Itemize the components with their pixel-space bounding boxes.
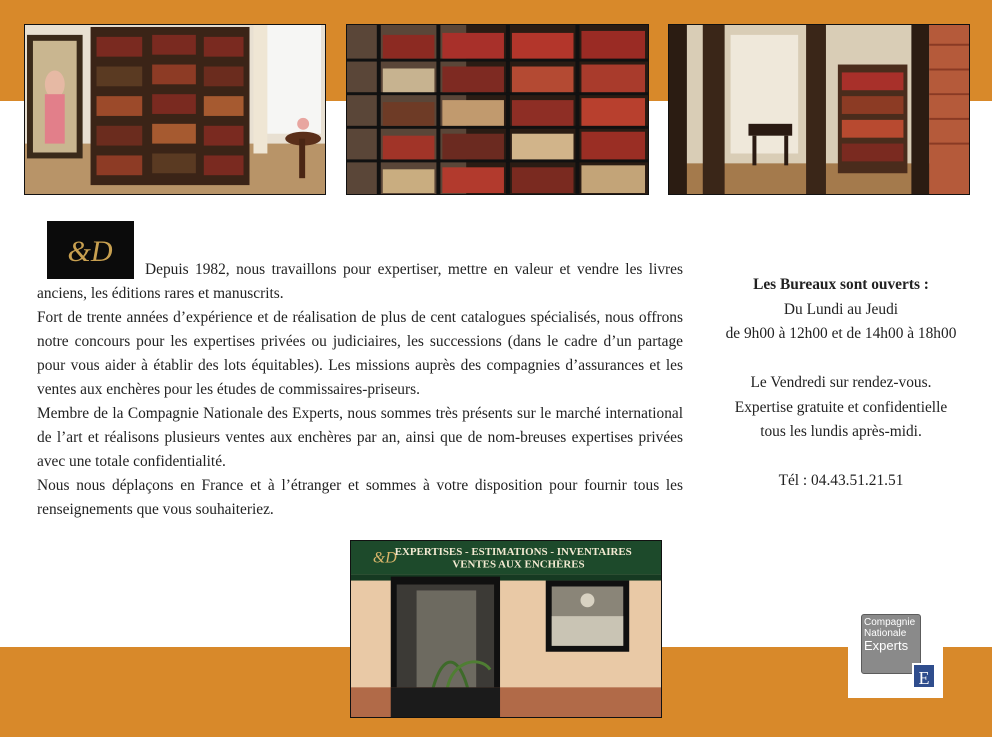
sign-line-2: VENTES AUX ENCHÈRES xyxy=(452,558,585,571)
timbered-room-photo xyxy=(668,24,970,195)
cne-badge xyxy=(861,614,930,688)
hours-times: de 9h00 à 12h00 et de 14h00 à 18h00 xyxy=(725,325,957,342)
hours-spacer xyxy=(700,347,982,372)
cne-e-mark: E xyxy=(912,663,936,689)
hours-expertise-line-1: Expertise gratuite et confidentielle xyxy=(734,398,948,416)
hours-expertise-line-2: tous les lundis après-midi. xyxy=(760,423,922,440)
opening-hours xyxy=(700,273,982,494)
cne-badge-container xyxy=(848,606,943,698)
hours-friday: Le Vendredi sur rendez-vous. xyxy=(750,374,932,391)
cne-line-3: Experts xyxy=(864,638,909,653)
intro-paragraph-4: Nous nous déplaçons en France et à l’étranger et sommes à votre disposition pour fournir tous les renseignements que vous souhaiteriez. xyxy=(37,477,683,518)
cne-line-2: Nationale xyxy=(864,627,907,639)
sign-logo: &D xyxy=(372,549,397,567)
intro-paragraph-1: Depuis 1982, nous travaillons pour expertiser, mettre en valeur et vendre les livres anciens, les éditions rares et manuscrits. xyxy=(37,261,683,302)
phone-number[interactable]: Tél : 04.43.51.21.51 xyxy=(778,472,904,489)
bookshelves-photo xyxy=(346,24,649,195)
shop-front-photo xyxy=(350,540,662,718)
hours-days: Du Lundi au Jeudi xyxy=(783,300,899,318)
logo-monogram: &D xyxy=(67,235,113,268)
intro-paragraph-2: Fort de trente années d’expérience et de réalisation de plus de cent catalogues spécialisés, nous offrons notre concours pour les expertises privées ou judiciaires, les successions (dans le cadre d’un partage pour vous aider à établir des lots équitables). Les missions auprès des compagnies d’assurances et les ventes aux enchères pour les études de commissaires-priseurs. xyxy=(37,309,683,398)
sign-line-1: EXPERTISES - ESTIMATIONS - INVENTAIRES xyxy=(394,545,632,558)
cne-line-1: Compagnie xyxy=(864,617,916,628)
about-text xyxy=(37,258,683,522)
intro-paragraph-3: Membre de la Compagnie Nationale des Experts, nous sommes très présents sur le marché international de l’art et réalisons plusieurs ventes aux enchères par an, ainsi que de nom-breuses expertises privées avec une totale confidentialité. xyxy=(37,405,683,470)
bookshop-room-photo xyxy=(24,24,326,195)
hours-spacer xyxy=(700,445,982,470)
hours-title: Les Bureaux sont ouverts : xyxy=(753,276,929,293)
